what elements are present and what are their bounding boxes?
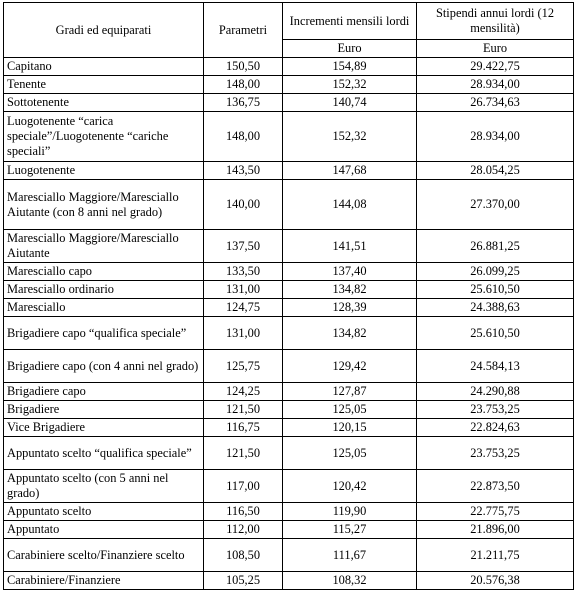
parameter-cell: 150,50 [204,58,283,76]
parameter-cell: 117,00 [204,470,283,503]
monthly-increment-cell: 137,40 [283,263,417,281]
parameter-cell: 136,75 [204,94,283,112]
grade-cell: Sottotenente [4,94,204,112]
monthly-increment-cell: 144,08 [283,180,417,230]
header-annual-unit: Euro [417,40,574,58]
monthly-increment-cell: 125,05 [283,401,417,419]
annual-salary-cell: 22.824,63 [417,419,574,437]
table-row [4,162,574,180]
parameter-cell: 105,25 [204,572,283,590]
salary-table [3,2,574,590]
monthly-increment-cell: 134,82 [283,281,417,299]
grade-cell: Tenente [4,76,204,94]
table-row [4,230,574,263]
grade-cell: Maresciallo [4,299,204,317]
grade-cell: Appuntato scelto [4,503,204,521]
monthly-increment-cell: 129,42 [283,350,417,383]
annual-salary-cell: 24.290,88 [417,383,574,401]
monthly-increment-cell: 147,68 [283,162,417,180]
table-row [4,299,574,317]
annual-salary-cell: 23.753,25 [417,401,574,419]
table-row [4,383,574,401]
grade-cell: Maresciallo Maggiore/Maresciallo Aiutante [4,230,204,263]
parameter-cell: 148,00 [204,76,283,94]
table-row [4,112,574,162]
grade-cell: Brigadiere [4,401,204,419]
annual-salary-cell: 22.775,75 [417,503,574,521]
grade-cell: Appuntato scelto (con 5 anni nel grado) [4,470,204,503]
parameter-cell: 137,50 [204,230,283,263]
monthly-increment-cell: 120,42 [283,470,417,503]
parameter-cell: 148,00 [204,112,283,162]
monthly-increment-cell: 152,32 [283,112,417,162]
table-row [4,470,574,503]
monthly-increment-cell: 119,90 [283,503,417,521]
annual-salary-cell: 21.211,75 [417,539,574,572]
annual-salary-cell: 28.934,00 [417,112,574,162]
table-row [4,572,574,590]
annual-salary-cell: 26.734,63 [417,94,574,112]
monthly-increment-cell: 125,05 [283,437,417,470]
grade-cell: Maresciallo ordinario [4,281,204,299]
header-incr-unit: Euro [283,40,417,58]
grade-cell: Carabiniere/Finanziere [4,572,204,590]
table-body [4,58,574,590]
monthly-increment-cell: 152,32 [283,76,417,94]
monthly-increment-cell: 120,15 [283,419,417,437]
monthly-increment-cell: 154,89 [283,58,417,76]
annual-salary-cell: 24.388,63 [417,299,574,317]
annual-salary-cell: 25.610,50 [417,281,574,299]
header-grade: Gradi ed equiparati [4,3,204,58]
grade-cell: Carabiniere scelto/Finanziere scelto [4,539,204,572]
grade-cell: Capitano [4,58,204,76]
annual-salary-cell: 23.753,25 [417,437,574,470]
monthly-increment-cell: 108,32 [283,572,417,590]
grade-cell: Brigadiere capo (con 4 anni nel grado) [4,350,204,383]
parameter-cell: 116,75 [204,419,283,437]
annual-salary-cell: 27.370,00 [417,180,574,230]
grade-cell: Brigadiere capo “qualifica speciale” [4,317,204,350]
table-row [4,317,574,350]
table-row [4,350,574,383]
monthly-increment-cell: 128,39 [283,299,417,317]
annual-salary-cell: 28.934,00 [417,76,574,94]
annual-salary-cell: 24.584,13 [417,350,574,383]
grade-cell: Maresciallo Maggiore/Maresciallo Aiutante (con 8 anni nel grado) [4,180,204,230]
header-monthly-increments: Incrementi mensili lordi [283,3,417,40]
parameter-cell: 125,75 [204,350,283,383]
monthly-increment-cell: 140,74 [283,94,417,112]
header-parameters: Parametri [204,3,283,58]
table-row [4,437,574,470]
parameter-cell: 131,00 [204,281,283,299]
table-row [4,76,574,94]
table-row [4,401,574,419]
table-row [4,539,574,572]
annual-salary-cell: 21.896,00 [417,521,574,539]
parameter-cell: 140,00 [204,180,283,230]
annual-salary-cell: 26.881,25 [417,230,574,263]
annual-salary-cell: 20.576,38 [417,572,574,590]
parameter-cell: 124,75 [204,299,283,317]
monthly-increment-cell: 111,67 [283,539,417,572]
monthly-increment-cell: 115,27 [283,521,417,539]
grade-cell: Vice Brigadiere [4,419,204,437]
grade-cell: Maresciallo capo [4,263,204,281]
parameter-cell: 133,50 [204,263,283,281]
parameter-cell: 124,25 [204,383,283,401]
annual-salary-cell: 25.610,50 [417,317,574,350]
header-annual-salary: Stipendi annui lordi (12 mensilità) [417,3,574,40]
table-row [4,281,574,299]
grade-cell: Luogotenente [4,162,204,180]
grade-cell: Brigadiere capo [4,383,204,401]
monthly-increment-cell: 141,51 [283,230,417,263]
parameter-cell: 116,50 [204,503,283,521]
parameter-cell: 121,50 [204,437,283,470]
grade-cell: Luogotenente “carica speciale”/Luogotenente “cariche speciali” [4,112,204,162]
monthly-increment-cell: 127,87 [283,383,417,401]
parameter-cell: 108,50 [204,539,283,572]
grade-cell: Appuntato [4,521,204,539]
table-row [4,180,574,230]
parameter-cell: 121,50 [204,401,283,419]
parameter-cell: 112,00 [204,521,283,539]
grade-cell: Appuntato scelto “qualifica speciale” [4,437,204,470]
table-row [4,503,574,521]
table-row [4,263,574,281]
monthly-increment-cell: 134,82 [283,317,417,350]
annual-salary-cell: 22.873,50 [417,470,574,503]
annual-salary-cell: 29.422,75 [417,58,574,76]
parameter-cell: 143,50 [204,162,283,180]
table-row [4,419,574,437]
table-row [4,94,574,112]
annual-salary-cell: 26.099,25 [417,263,574,281]
annual-salary-cell: 28.054,25 [417,162,574,180]
parameter-cell: 131,00 [204,317,283,350]
table-row [4,58,574,76]
table-row [4,521,574,539]
